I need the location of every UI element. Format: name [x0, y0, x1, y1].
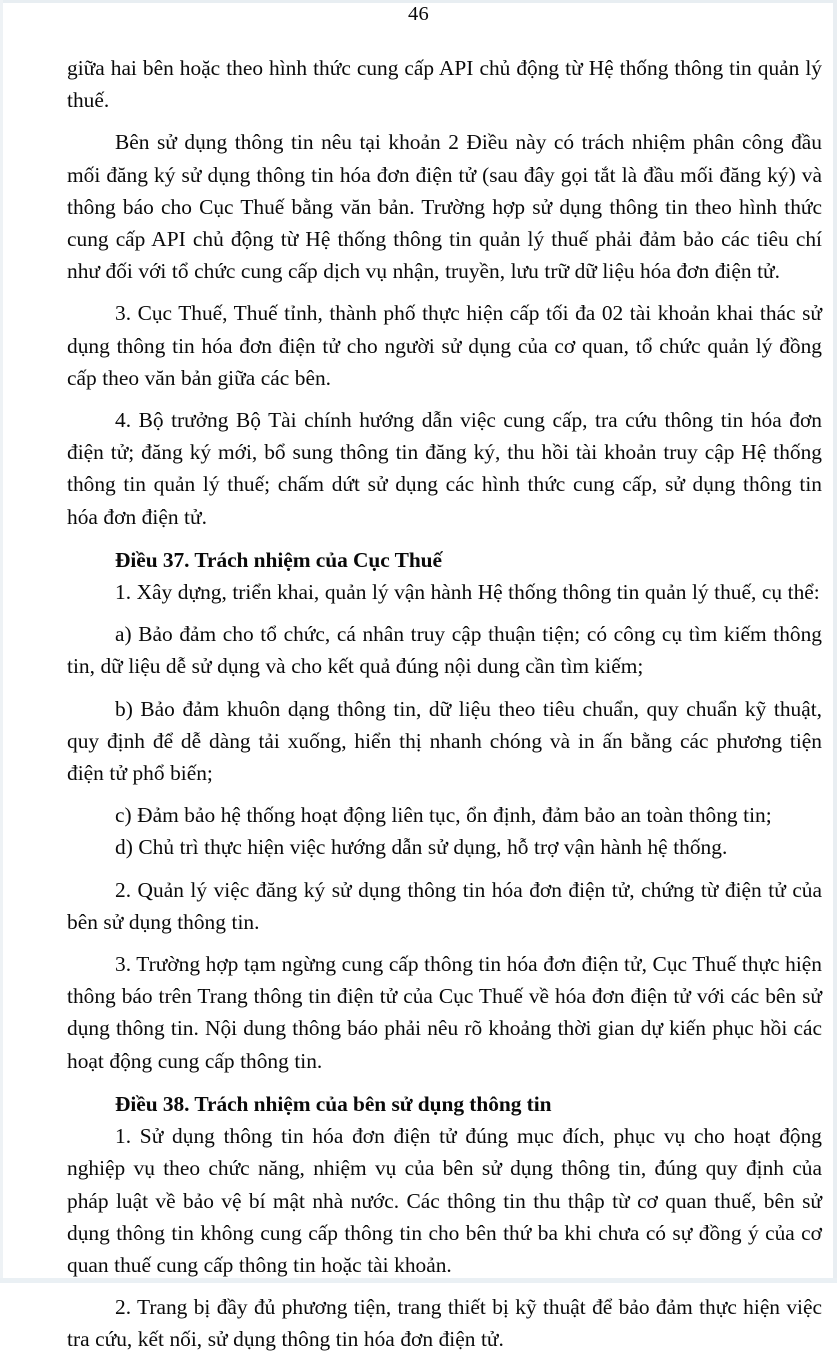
paragraph-37-1: 1. Xây dựng, triển khai, quản lý vận hành Hệ thống thông tin quản lý thuế, cụ thể:: [115, 580, 820, 605]
paragraph-continuation: giữa hai bên hoặc theo hình thức cung cấp API chủ động từ Hệ thống thông tin quản lý thuế.: [67, 56, 822, 113]
scan-edge-right: [833, 0, 837, 1283]
paragraph-ben-su-dung-thong-tin: Bên sử dụng thông tin nêu tại khoản 2 Điều này có trách nhiệm phân công đầu mối đăng ký sử dụng thông tin hóa đơn điện tử (sau đây gọi tắt là đầu mối đăng ký) và thông báo cho Cục Thuế bằng văn bản. Trường hợp sử dụng thông tin theo hình thức cung cấp API chủ động từ Hệ thống thông tin quản lý thuế phải đảm bảo các tiêu chí như đối với tổ chức cung cấp dịch vụ nhận, truyền, lưu trữ dữ liệu hóa đơn điện tử.: [67, 130, 822, 284]
page-number: 46: [408, 3, 429, 25]
paragraph-37-1-b: b) Bảo đảm khuôn dạng thông tin, dữ liệu theo tiêu chuẩn, quy chuẩn kỹ thuật, quy định để dễ dàng tải xuống, hiển thị nhanh chóng và in ấn bằng các phương tiện điện tử phổ biến;: [67, 696, 822, 786]
paragraph-37-1-d: d) Chủ trì thực hiện việc hướng dẫn sử dụng, hỗ trợ vận hành hệ thống.: [115, 835, 728, 860]
heading-dieu-38: Điều 38. Trách nhiệm của bên sử dụng thông tin: [115, 1091, 552, 1116]
paragraph-37-2: 2. Quản lý việc đăng ký sử dụng thông tin hóa đơn điện tử, chứng từ điện tử của bên sử dụng thông tin.: [67, 877, 822, 934]
heading-dieu-37: Điều 37. Trách nhiệm của Cục Thuế: [115, 547, 442, 572]
paragraph-khoan-3: 3. Cục Thuế, Thuế tỉnh, thành phố thực hiện cấp tối đa 02 tài khoản khai thác sử dụng thông tin hóa đơn điện tử cho người sử dụng của cơ quan, tổ chức quản lý đồng cấp theo văn bản giữa các bên.: [67, 301, 822, 390]
paragraph-38-1: 1. Sử dụng thông tin hóa đơn điện tử đúng mục đích, phục vụ cho hoạt động nghiệp vụ theo chức năng, nhiệm vụ của bên sử dụng thông tin, đúng quy định của pháp luật về bảo vệ bí mật nhà nước. Các thông tin thu thập từ cơ quan thuế, bên sử dụng thông tin không cung cấp thông tin cho bên thứ ba khi chưa có sự đồng ý của cơ quan thuế cung cấp thông tin hoặc tài khoản.: [67, 1124, 822, 1277]
paragraph-khoan-4: 4. Bộ trưởng Bộ Tài chính hướng dẫn việc cung cấp, tra cứu thông tin hóa đơn điện tử; đăng ký mới, bổ sung thông tin đăng ký, thu hồi tài khoản truy cập Hệ thống thông tin quản lý thuế; chấm dứt sử dụng các hình thức cung cấp, sử dụng thông tin hóa đơn điện tử.: [67, 408, 822, 529]
paragraph-37-3: 3. Trường hợp tạm ngừng cung cấp thông tin hóa đơn điện tử, Cục Thuế thực hiện thông báo trên Trang thông tin điện tử của Cục Thuế về hóa đơn điện tử với các bên sử dụng thông tin. Nội dung thông báo phải nêu rõ khoảng thời gian dự kiến phục hồi các hoạt động cung cấp thông tin.: [67, 952, 822, 1073]
paragraph-38-2: 2. Trang bị đầy đủ phương tiện, trang thiết bị kỹ thuật để bảo đảm thực hiện việc tra cứu, kết nối, sử dụng thông tin hóa đơn điện tử.: [67, 1295, 822, 1352]
paragraph-37-1-c: c) Đảm bảo hệ thống hoạt động liên tục, ổn định, đảm bảo an toàn thông tin;: [115, 803, 772, 828]
document-body: [67, 52, 822, 1356]
paragraph-37-1-a: a) Bảo đảm cho tổ chức, cá nhân truy cập thuận tiện; có công cụ tìm kiếm thông tin, dữ liệu dễ sử dụng và cho kết quả đúng nội dung cần tìm kiếm;: [67, 622, 822, 679]
scan-edge-left: [0, 0, 3, 1283]
